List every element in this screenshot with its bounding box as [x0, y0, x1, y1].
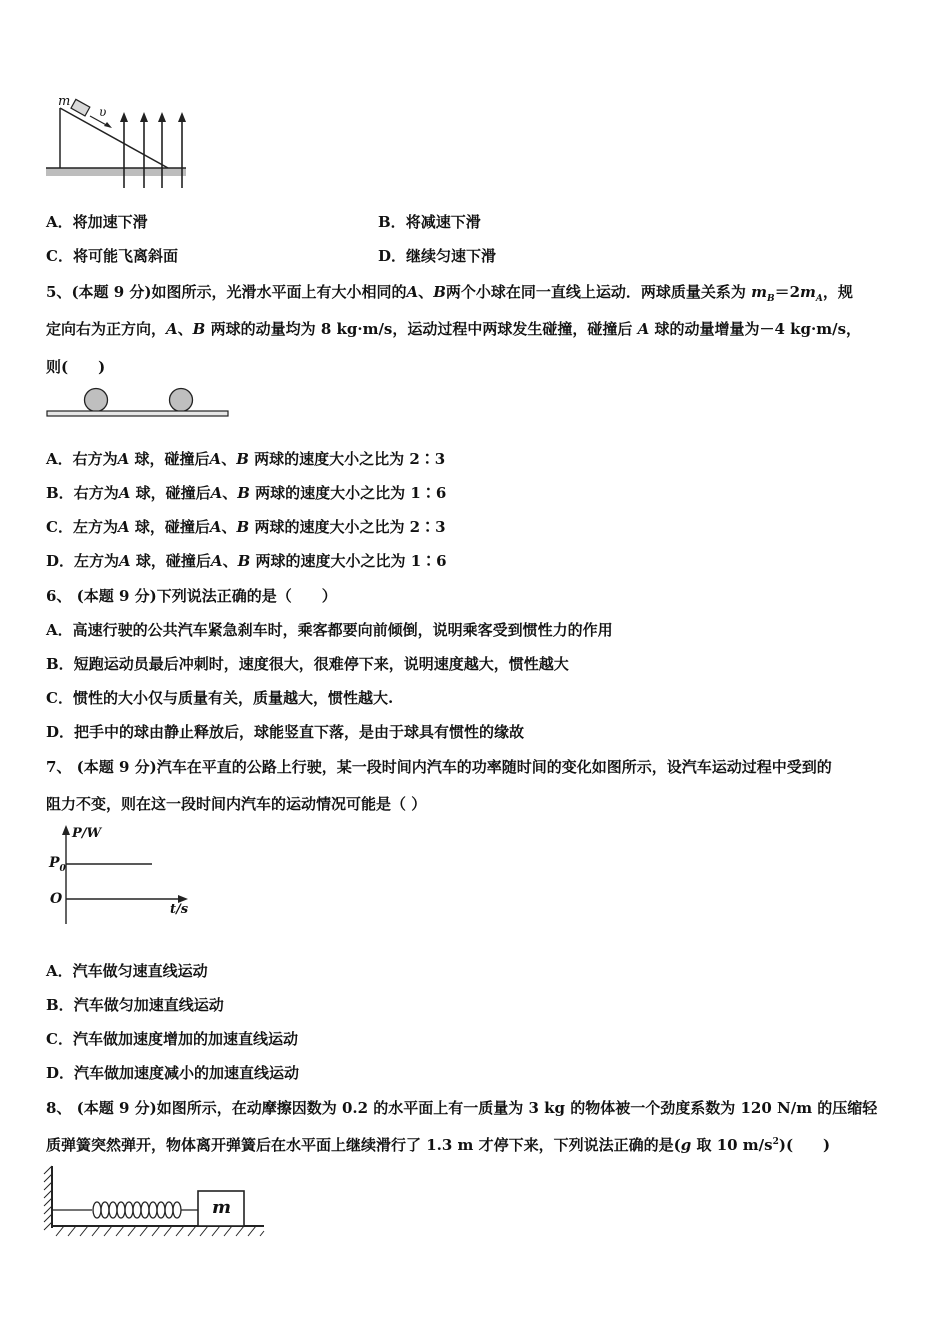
q4-option-a[interactable]: A．将加速下滑 [46, 213, 148, 231]
velocity-label: υ [99, 105, 107, 119]
q5-option-c[interactable]: C．左方为A 球，碰撞后A、B 两球的速度大小之比为 2∶3 [46, 518, 446, 536]
two-balls-figure [44, 384, 234, 424]
graph-p0-label: $P_0$ [49, 855, 66, 874]
graph-x-label: t/s [170, 902, 189, 917]
spring-block-figure [42, 1162, 272, 1240]
graph-y-label: P/W [72, 826, 102, 841]
mass-label: m [58, 94, 71, 109]
q4-option-c[interactable]: C．将可能飞离斜面 [46, 247, 178, 265]
q5-option-a[interactable]: A．右方为A 球，碰撞后A、B 两球的速度大小之比为 2∶3 [46, 450, 446, 468]
q7-option-c[interactable]: C．汽车做加速度增加的加速直线运动 [46, 1030, 298, 1048]
q7-option-a[interactable]: A．汽车做匀速直线运动 [46, 962, 208, 980]
q7-option-d[interactable]: D．汽车做加速度减小的加速直线运动 [46, 1064, 300, 1082]
q7-stem-line2: 阻力不变，则在这一段时间内汽车的运动情况可能是（ ） [46, 795, 427, 813]
q8-stem-line1: 8、 (本题 9 分)如图所示，在动摩擦因数为 0.2 的水平面上有一质量为 3 kg 的物体被一个劲度系数为 120 N/m 的压缩轻 [46, 1099, 878, 1117]
q6-option-d[interactable]: D．把手中的球由静止释放后，球能竖直下落，是由于球具有惯性的缘故 [46, 723, 525, 741]
q5-stem-line2: 定向右为正方向，A、B 两球的动量均为 8 kg·m/s，运动过程中两球发生碰撞，碰撞后 A 球的动量增量为－4 kg·m/s， [46, 320, 862, 338]
q6-option-a[interactable]: A．高速行驶的公共汽车紧急刹车时，乘客都要向前倾倒，说明乘客受到惯性力的作用 [46, 621, 613, 639]
q5-stem-line3: 则( ) [46, 358, 106, 376]
q6-option-c[interactable]: C．惯性的大小仅与质量有关，质量越大，惯性越大. [46, 689, 394, 707]
q7-stem-line1: 7、 (本题 9 分)汽车在平直的公路上行驶，某一段时间内汽车的功率随时间的变化如图所示，设汽车运动过程中受到的 [46, 758, 832, 776]
q6-stem: 6、 (本题 9 分)下列说法正确的是（ ） [46, 587, 337, 605]
q6-option-b[interactable]: B．短跑运动员最后冲刺时，速度很大，很难停下来，说明速度越大，惯性越大 [46, 655, 569, 673]
graph-origin-label: O [50, 891, 63, 907]
q5-option-d[interactable]: D．左方为A 球，碰撞后A、B 两球的速度大小之比为 1∶6 [46, 552, 447, 570]
q5-stem-line1: 5、(本题 9 分)如图所示，光滑水平面上有大小相同的A、B两个小球在同一直线上运动．两球质量关系为 $m_B=2m_A$，规 [46, 283, 853, 304]
q5-option-b[interactable]: B．右方为A 球，碰撞后A、B 两球的速度大小之比为 1∶6 [46, 484, 447, 502]
q4-option-b[interactable]: B．将减速下滑 [378, 213, 481, 231]
q4-option-d[interactable]: D．继续匀速下滑 [378, 247, 497, 265]
q8-stem-line2: 质弹簧突然弹开，物体离开弹簧后在水平面上继续滑行了 1.3 m 才停下来，下列说法正确的是(g 取 10 $m/s^2$)( ) [46, 1136, 831, 1154]
q7-option-b[interactable]: B．汽车做匀加速直线运动 [46, 996, 224, 1014]
block-mass-label: m [212, 1197, 232, 1218]
